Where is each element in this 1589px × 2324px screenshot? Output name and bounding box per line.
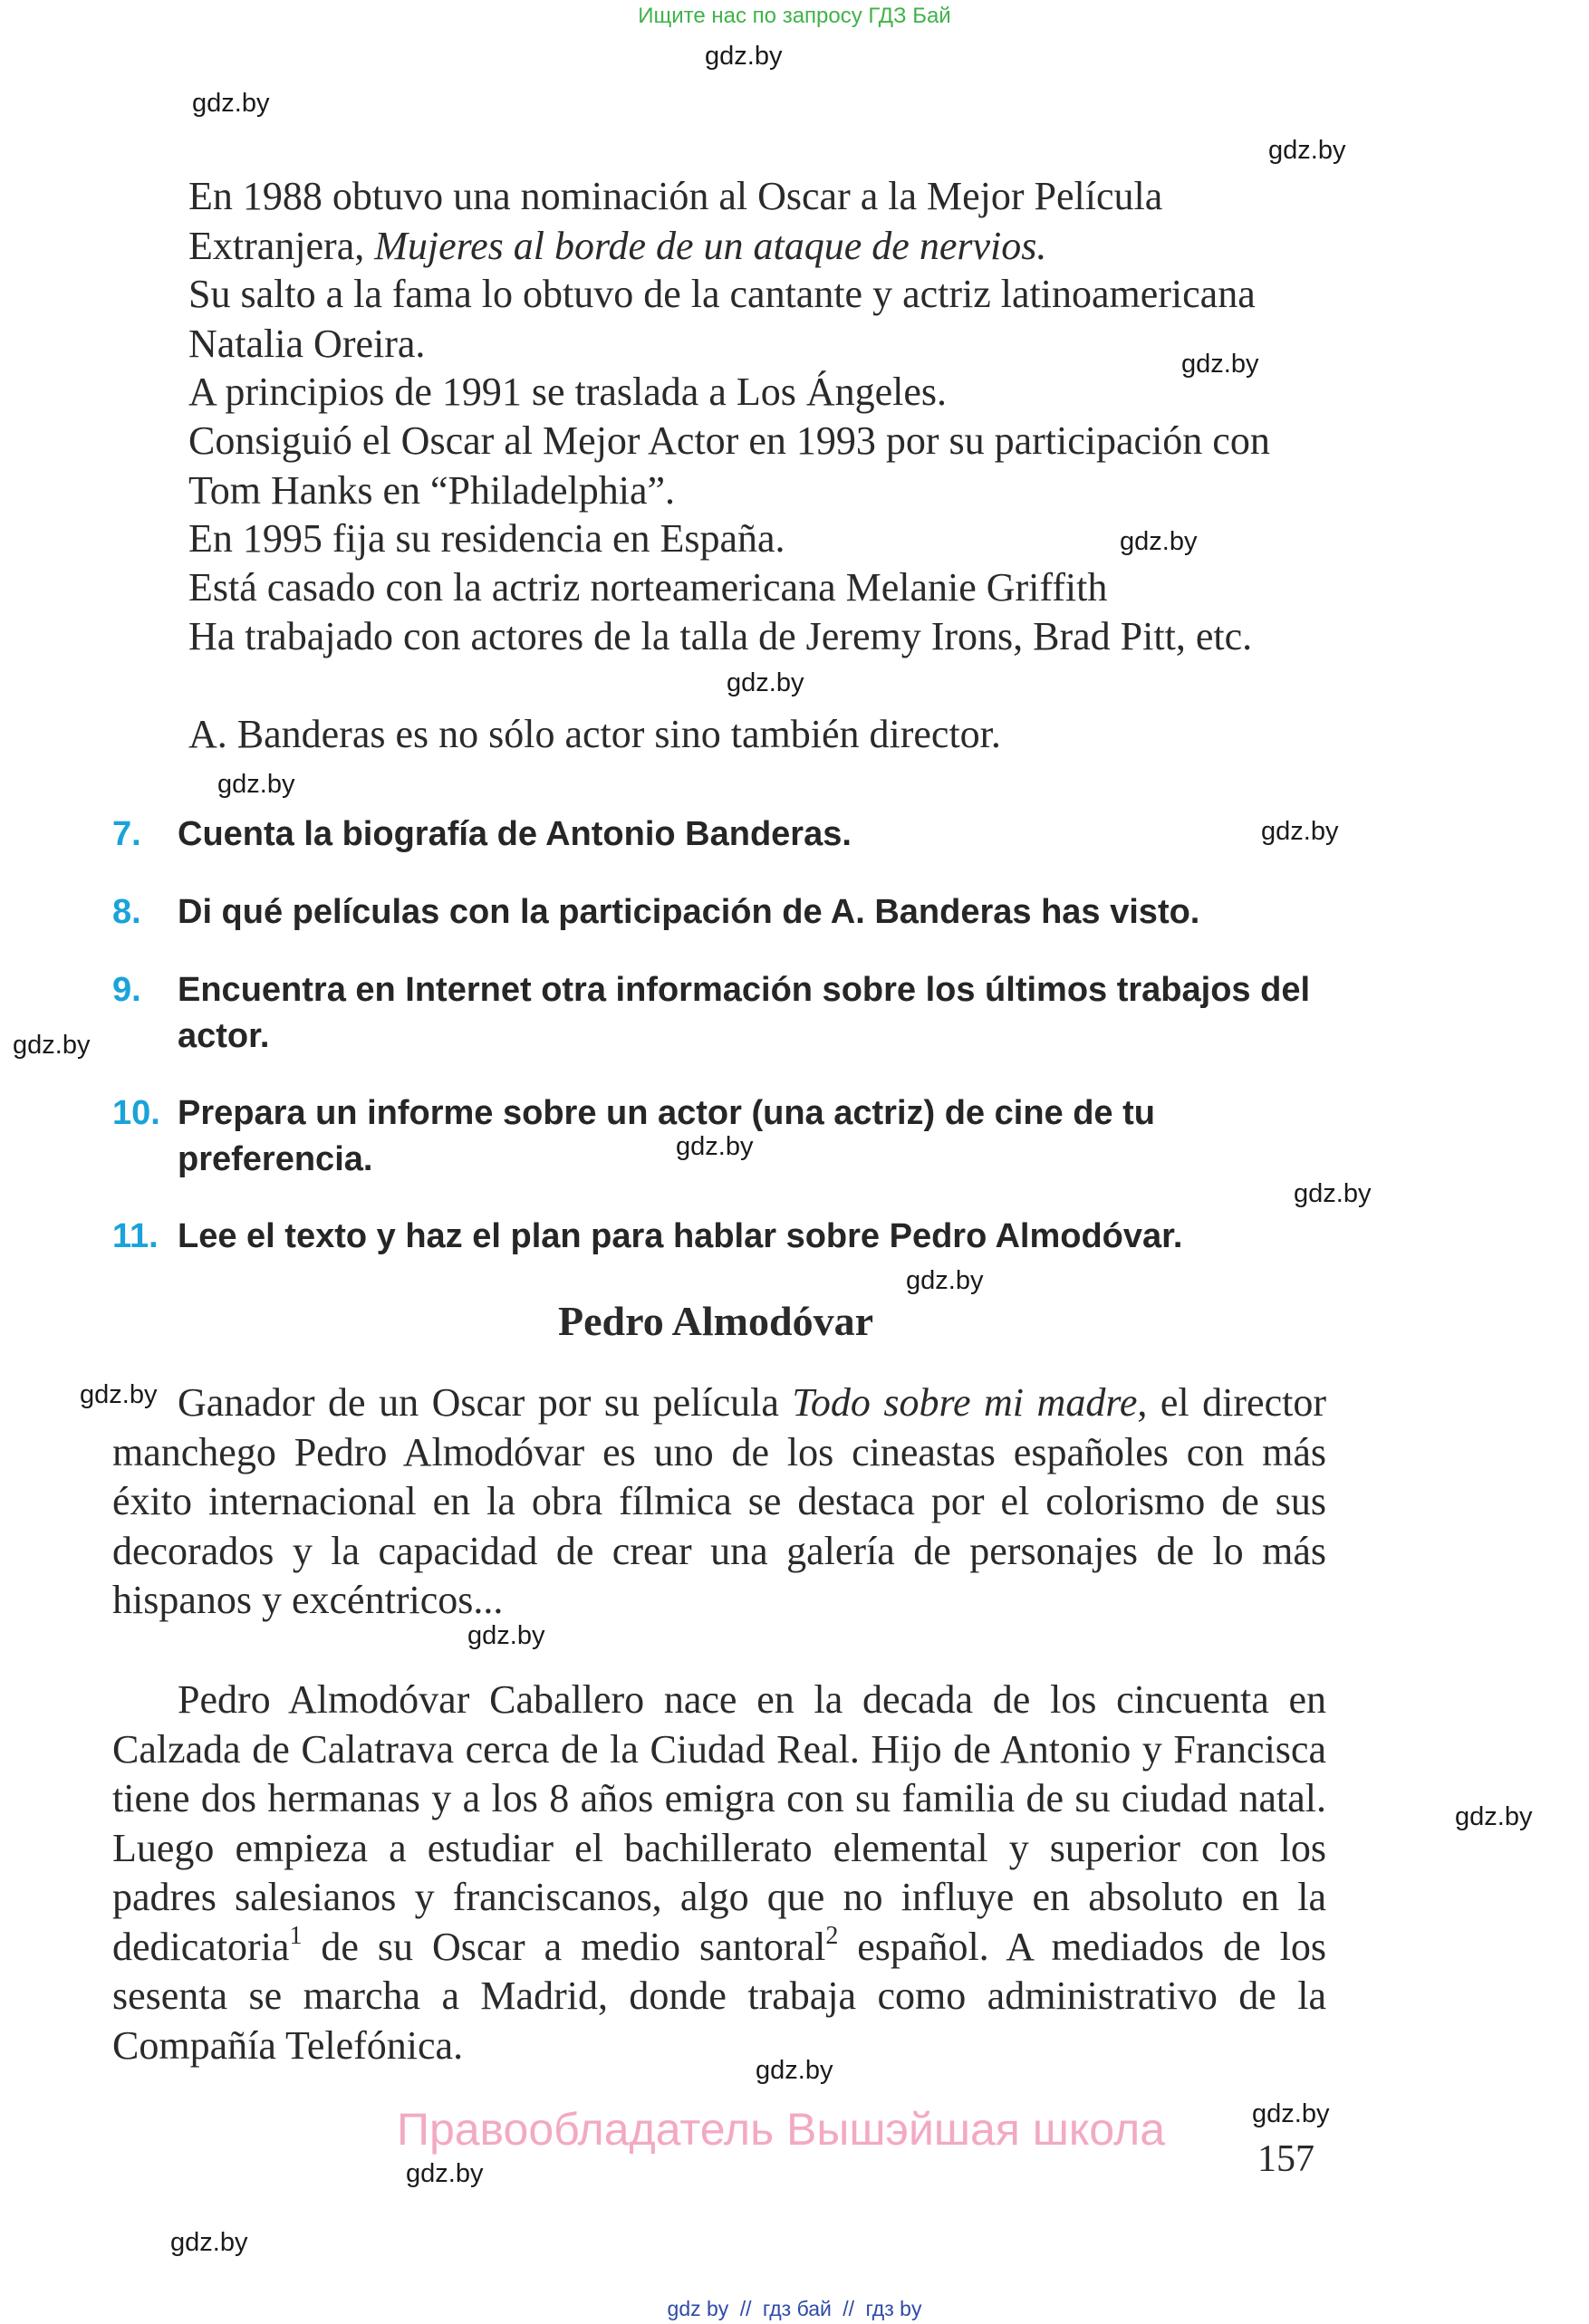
footer-link[interactable]: гдз by [865, 2297, 922, 2320]
footer-links [0, 2297, 1589, 2321]
search-banner[interactable]: Ищите нас по запросу ГДЗ Бай [638, 4, 951, 28]
watermark: gdz.by [705, 42, 783, 71]
copyright-notice: Правообладатель Вышэйшая школа [397, 2104, 1165, 2155]
list-item-text: Su salto a la fama lo obtuvo de la cantante y actriz latinoamericana Natalia Oreira. [188, 272, 1256, 366]
footer-link[interactable]: gdz by [667, 2297, 729, 2320]
paragraph-text: de su Oscar a medio santoral [302, 1924, 826, 1969]
watermark: gdz.by [1252, 2099, 1330, 2128]
list-item-text: Está casado con la actriz norteamericana Melanie Griffith [188, 565, 1108, 610]
page-number: 157 [1257, 2138, 1315, 2180]
paragraph-text: Ganador de un Oscar por su película [178, 1380, 793, 1425]
task-text: Cuenta la biografía de Antonio Banderas. [178, 815, 852, 853]
list-item-text: Extranjera, [188, 223, 375, 268]
watermark: gdz.by [80, 1380, 158, 1409]
list-item-text: En 1988 obtuvo una nominación al Oscar a la Mejor Película [188, 174, 1163, 218]
list-item-text: Consiguió el Oscar al Mejor Actor en 1993 por su participación con Tom Hanks en “Philadelphia”. [188, 418, 1270, 513]
watermark: gdz.by [1120, 527, 1198, 556]
task-text: Di qué películas con la participación de A. Banderas has visto. [178, 893, 1200, 931]
footer-separator: // [843, 2297, 855, 2320]
watermark: gdz.by [676, 1132, 754, 1161]
watermark: gdz.by [217, 770, 295, 799]
article-paragraph [112, 1676, 1326, 2070]
watermark: gdz.by [467, 1621, 545, 1650]
watermark: gdz.by [170, 2228, 248, 2257]
article-title: Pedro Almodóvar [558, 1298, 873, 1344]
paragraph-text: español. A mediados de los sesenta se marcha a Madrid, donde trabaja como administrativo de la Compañía Telefónica. [112, 1924, 1326, 2068]
task-number: 7. [112, 815, 141, 853]
task-number: 10. [112, 1094, 160, 1132]
watermark: gdz.by [727, 668, 804, 697]
footer-separator: // [739, 2297, 752, 2320]
watermark: gdz.by [192, 89, 270, 118]
watermark: gdz.by [1294, 1179, 1372, 1208]
footnote-marker: 2 [825, 1921, 839, 1950]
watermark: gdz.by [13, 1031, 91, 1060]
article-paragraph [112, 1378, 1326, 1626]
footer-link[interactable]: гдз бай [762, 2297, 832, 2320]
list-item-text: A. Banderas es no sólo actor sino también director. [188, 712, 1001, 756]
paragraph-text: , el director manchego Pedro Almodóvar es uno de los cineastas españoles con más éxito internacional en la obra fílmica se destaca por el colorismo de sus decorados y la capacidad de crear una galería de personajes de lo más hispanos y excéntricos... [112, 1380, 1326, 1622]
watermark: gdz.by [1261, 817, 1339, 846]
footnote-marker: 1 [289, 1921, 303, 1950]
list-item-text: Ha trabajado con actores de la talla de Jeremy Irons, Brad Pitt, etc. [188, 614, 1253, 658]
film-title: Mujeres al borde de un ataque de nervios. [374, 223, 1047, 268]
task-text: Prepara un informe sobre un actor (una actriz) de cine de tu preferencia. [178, 1094, 1155, 1178]
watermark: gdz.by [1455, 1802, 1533, 1831]
watermark: gdz.by [406, 2159, 484, 2188]
list-item-text: A principios de 1991 se traslada a Los Ángeles. [188, 370, 948, 414]
task-number: 9. [112, 971, 141, 1009]
task-text: Lee el texto y haz el plan para hablar sobre Pedro Almodóvar. [178, 1217, 1183, 1255]
task-text: Encuentra en Internet otra información sobre los últimos trabajos del actor. [178, 971, 1311, 1055]
task-number: 8. [112, 893, 141, 931]
paragraph-text: Pedro Almodóvar Caballero nace en la decada de los cincuenta en Calzada de Calatrava cerca de la Ciudad Real. Hijo de Antonio y Francisca tiene dos hermanas y a los 8 años emigra con su familia de su ciudad natal. Luego empieza a estudiar el bachillerato elemental y superior con los padres salesianos y franciscanos, algo que no influye en absoluto en la dedicatoria [112, 1677, 1326, 1969]
film-title: Todo sobre mi madre [792, 1380, 1138, 1425]
watermark: gdz.by [906, 1266, 984, 1295]
watermark: gdz.by [1181, 350, 1259, 379]
list-item-text: En 1995 fija su residencia en España. [188, 516, 785, 561]
watermark: gdz.by [1268, 136, 1346, 165]
task-number: 11. [112, 1217, 159, 1255]
watermark: gdz.by [756, 2056, 833, 2085]
